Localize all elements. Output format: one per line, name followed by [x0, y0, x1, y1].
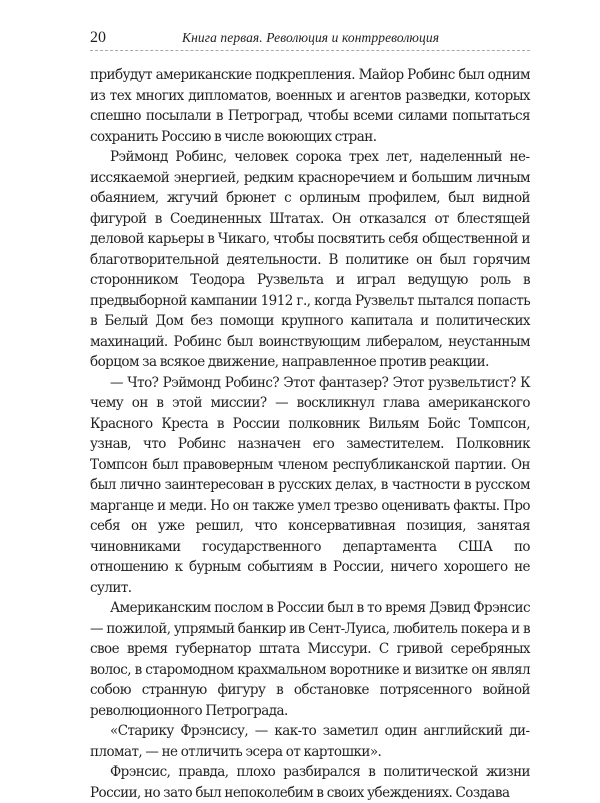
paragraph-6: Фрэнсис, правда, плохо разбирался в политической жизни России, но зато был непоколебим в своих убеждениях. Создава [90, 764, 530, 801]
body-text [90, 65, 530, 803]
running-title: Книга первая. Революция и контрреволюция [182, 30, 440, 45]
paragraph-5: «Старику Фрэнсису, — как-то заметил один английский дипломат, — не отличить эсера от картошки». [90, 723, 530, 760]
paragraph-4: Американским послом в России был в то время Дэвид Фрэнсис — пожилой, упрямый банкир ив Сент-Луиса, любитель покера и в свое время губернатор штата Миссури. С гривой серебряных волос, в старомодном крахмальном воротнике и визитке он являл собою странную фигуру в обстановке потрясенного войной революционного Петрограда. [90, 600, 530, 719]
header-divider [90, 50, 530, 51]
running-head [90, 28, 530, 50]
paragraph-1: прибудут американские подкрепления. Майор Робинс был одним из тех многих дипломатов, военных и агентов разведки, которых спешно посылали в Петроград, чтобы всеми силами попытаться сохранить Россию в числе воюющих стран. [90, 67, 530, 145]
page-number: 20 [90, 29, 106, 46]
paragraph-2: Рэймонд Робинс, человек сорока трех лет, наделенный неиссякаемой энергией, редким красноречием и большим личным обаянием, жгучий брюнет с орлиным профилем, был видной фигурой в Соединенных Штатах. Он отказался от блестящей деловой карьеры в Чикаго, чтобы посвятить себя общественной и благотворительной деятельности. В политике он был горячим сторонником Теодора Рузвельта и играл ведущую роль в предвыборной кампании 1912 г., когда Рузвельт пытался попасть в Белый Дом без помощи крупного капитала и политических махинаций. Робинс был воинствующим либералом, неустанным борцом за всякое движение, направленное против реакции. [90, 149, 530, 370]
paragraph-3: — Что? Рэймонд Робинс? Этот фантазер? Этот рузвельтист? К чему он в этой миссии? — воскликнул глава американского Красного Креста в России полковник Вильям Бойс Томпсон, узнав, что Робинс назначен его заместителем. Полковник Томпсон был правоверным членом республиканской партии. Он был лично заинтересован в русских делах, в частности в русском марганце и меди. Но он также умел трезво оценивать факты. Про себя он уже решил, что консервативная позиция, занятая чиновниками государственного департамента США по отношению к бурным событиям в России, ничего хорошего не сулит. [90, 374, 530, 596]
